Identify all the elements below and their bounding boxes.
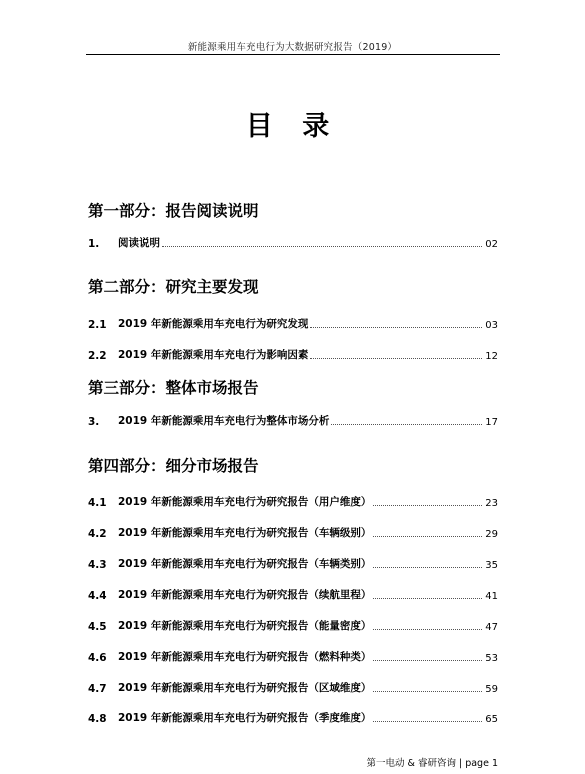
toc-entry-page: 41	[485, 591, 498, 602]
toc-entry-number: 1.	[88, 238, 100, 250]
toc-entry-label: 2019 年新能源乘用车充电行为研究报告（燃料种类）	[118, 651, 372, 663]
toc-entry-page: 53	[485, 653, 498, 664]
page-footer: 第一电动 & 睿研咨询 | page 1	[366, 758, 498, 769]
dot-leader	[373, 660, 482, 661]
toc-entry-label: 2019 年新能源乘用车充电行为研究报告（车辆级别）	[118, 527, 372, 539]
dot-leader	[310, 358, 482, 359]
part-1-heading: 第一部分：报告阅读说明	[88, 202, 259, 220]
toc-entry-number: 4.1	[88, 497, 107, 509]
toc-entry-label: 2019 年新能源乘用车充电行为整体市场分析	[118, 415, 330, 427]
toc-entry-number: 4.2	[88, 528, 107, 540]
toc-entry-page: 23	[485, 498, 498, 509]
header-divider	[86, 54, 500, 55]
dot-leader	[373, 721, 482, 722]
toc-entry-page: 29	[485, 529, 498, 540]
toc-entry-number: 4.8	[88, 713, 107, 725]
toc-entry-number: 4.7	[88, 683, 107, 695]
toc-entry-label: 2019 年新能源乘用车充电行为研究报告（季度维度）	[118, 712, 372, 724]
toc-entry-2-2[interactable]	[88, 346, 498, 362]
toc-entry-4-8[interactable]	[88, 709, 498, 725]
dot-leader	[373, 536, 482, 537]
part-4-heading: 第四部分：细分市场报告	[88, 457, 259, 475]
toc-entry-page: 12	[485, 351, 498, 362]
dot-leader	[373, 691, 482, 692]
dot-leader	[373, 629, 482, 630]
toc-entry-label: 2019 年新能源乘用车充电行为影响因素	[118, 349, 309, 361]
toc-entry-4-3[interactable]	[88, 555, 498, 571]
toc-entry-page: 59	[485, 684, 498, 695]
toc-entry-page: 17	[485, 417, 498, 428]
part-2-heading: 第二部分：研究主要发现	[88, 278, 259, 296]
toc-entry-1[interactable]	[88, 234, 498, 250]
dot-leader	[373, 567, 482, 568]
toc-entry-number: 4.5	[88, 621, 107, 633]
dot-leader	[331, 424, 482, 425]
toc-entry-3[interactable]	[88, 412, 498, 428]
toc-entry-page: 02	[485, 239, 498, 250]
toc-entry-4-6[interactable]	[88, 648, 498, 664]
toc-entry-number: 2.2	[88, 350, 107, 362]
dot-leader	[310, 327, 482, 328]
toc-entry-4-4[interactable]	[88, 586, 498, 602]
toc-entry-number: 3.	[88, 416, 100, 428]
toc-title: 目 录	[245, 111, 340, 142]
toc-entry-label: 2019 年新能源乘用车充电行为研究报告（能量密度）	[118, 620, 372, 632]
toc-entry-4-5[interactable]	[88, 617, 498, 633]
part-3-heading: 第三部分：整体市场报告	[88, 379, 259, 397]
toc-entry-4-2[interactable]	[88, 524, 498, 540]
toc-entry-2-1[interactable]	[88, 315, 498, 331]
toc-entry-page: 65	[485, 714, 498, 725]
toc-entry-label: 2019 年新能源乘用车充电行为研究报告（车辆类别）	[118, 558, 372, 570]
toc-entry-label: 2019 年新能源乘用车充电行为研究报告（用户维度）	[118, 496, 372, 508]
toc-entry-number: 4.4	[88, 590, 107, 602]
toc-entry-page: 47	[485, 622, 498, 633]
toc-entry-number: 4.6	[88, 652, 107, 664]
toc-entry-4-7[interactable]	[88, 679, 498, 695]
toc-entry-page: 35	[485, 560, 498, 571]
toc-entry-label: 2019 年新能源乘用车充电行为研究发现	[118, 318, 309, 330]
toc-entry-page: 03	[485, 320, 498, 331]
toc-entry-label: 2019 年新能源乘用车充电行为研究报告（续航里程）	[118, 589, 372, 601]
toc-entry-number: 2.1	[88, 319, 107, 331]
toc-entry-number: 4.3	[88, 559, 107, 571]
toc-entry-label: 2019 年新能源乘用车充电行为研究报告（区域维度）	[118, 682, 372, 694]
dot-leader	[162, 246, 482, 247]
toc-entry-label: 阅读说明	[118, 237, 160, 249]
dot-leader	[373, 505, 482, 506]
header-title: 新能源乘用车充电行为大数据研究报告（2019）	[187, 42, 398, 53]
toc-entry-4-1[interactable]	[88, 493, 498, 509]
dot-leader	[373, 598, 482, 599]
